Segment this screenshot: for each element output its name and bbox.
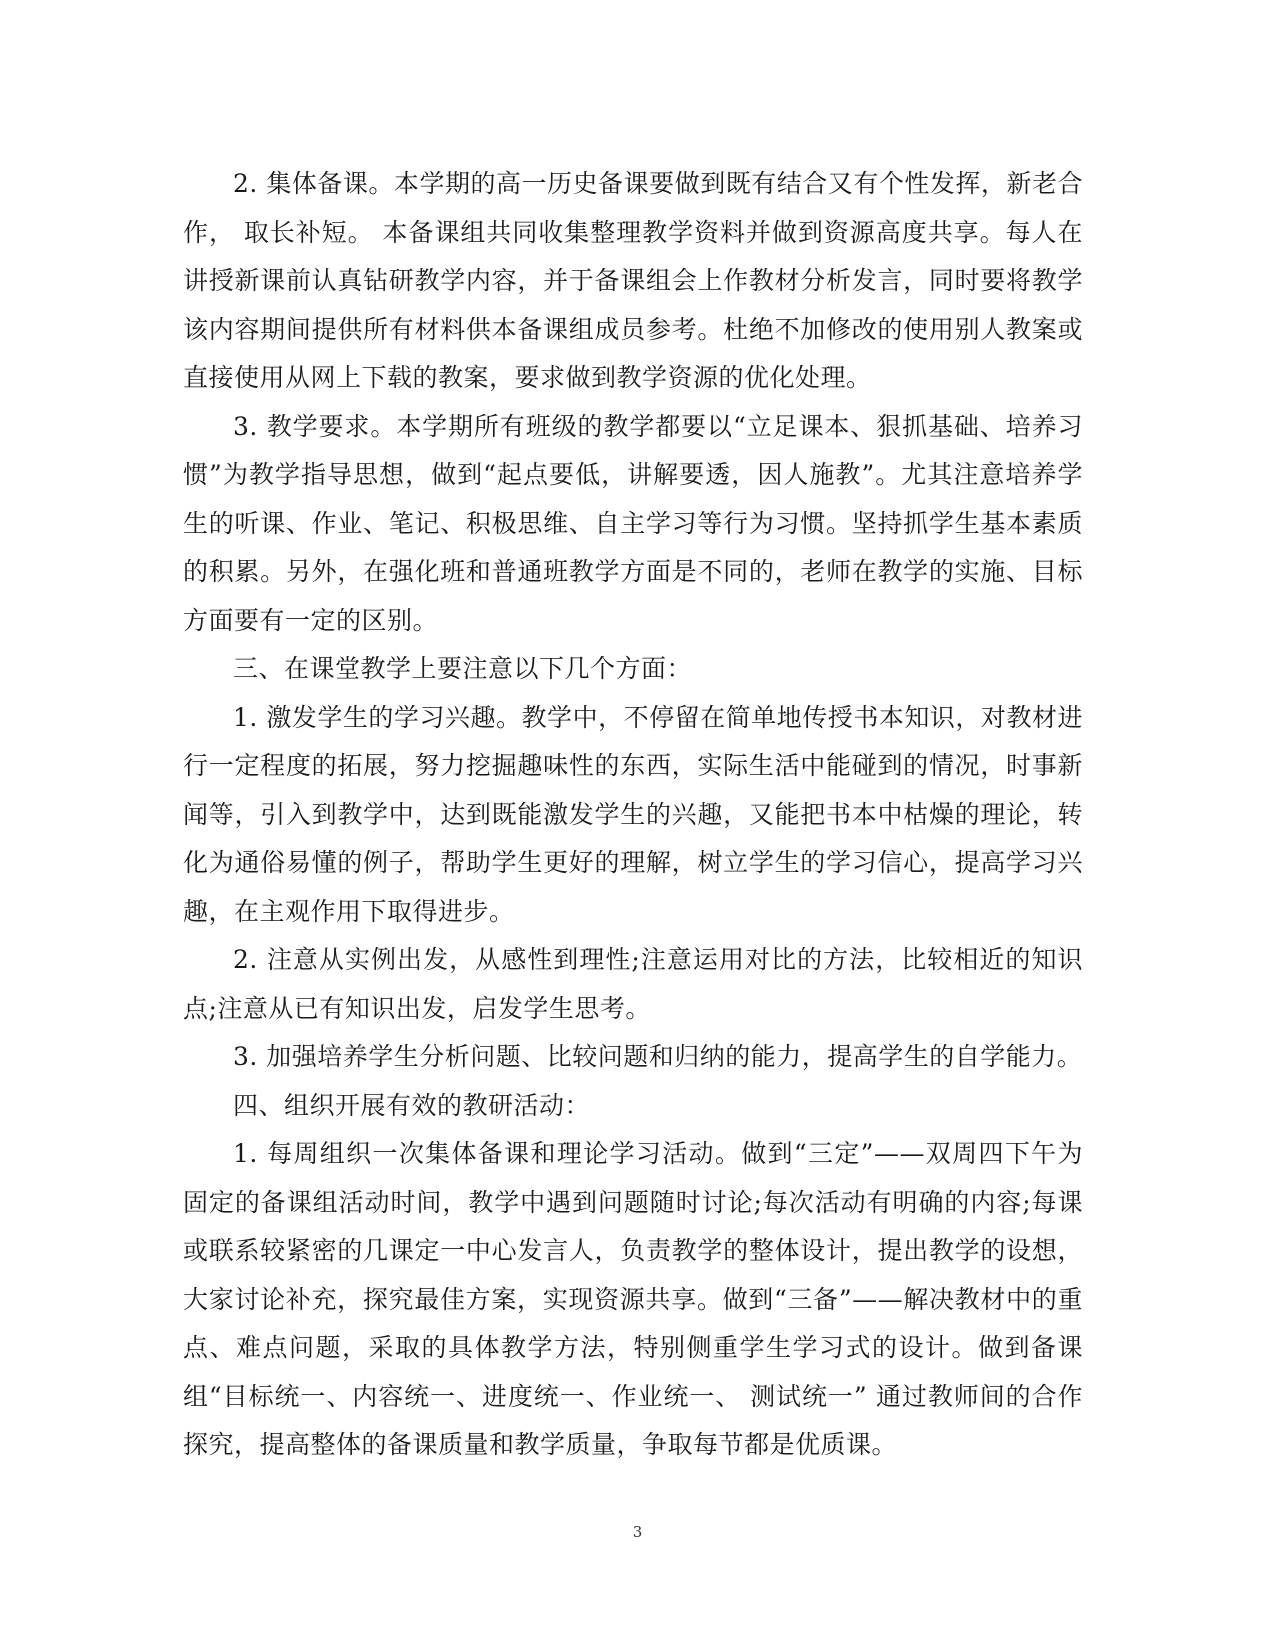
paragraph-examples-to-theory: 2. 注意从实例出发，从感性到理性;注意运用对比的方法，比较相近的知识点;注意从已有知识出发，启发学生思考。 bbox=[183, 945, 1083, 1023]
paragraph-collective-lesson-prep: 2. 集体备课。本学期的高一历史备课要做到既有结合又有个性发挥，新老合作， 取长补短。 本备课组共同收集整理教学资料并做到资源高度共享。每人在讲授新课前认真钻研教学内容，并于备课组会上作教材分析发言，同时要将教学该内容期间提供所有材料供本备课组成员参考。杜绝不加修改的使用别人教案或直接使用从网上下载的教案，要求做到教学资源的优化处理。 bbox=[183, 169, 1083, 392]
document-body bbox=[183, 160, 1083, 1470]
section-heading-classroom-teaching: 三、在课堂教学上要注意以下几个方面： bbox=[233, 654, 693, 683]
section-heading-teaching-research: 四、组织开展有效的教研活动： bbox=[233, 1090, 591, 1120]
paragraph-analysis-ability: 3. 加强培养学生分析问题、比较问题和归纳的能力，提高学生的自学能力。 bbox=[233, 1042, 1083, 1071]
paragraph-stimulate-interest: 1. 激发学生的学习兴趣。教学中，不停留在简单地传授书本知识，对教材进行一定程度的拓展，努力挖掘趣味性的东西，实际生活中能碰到的情况，时事新闻等，引入到教学中，达到既能激发学生的兴趣，又能把书本中枯燥的理论，转化为通俗易懂的例子，帮助学生更好的理解，树立学生的学习信心，提高学习兴趣，在主观作用下取得进步。 bbox=[183, 702, 1083, 926]
page-number: 3 bbox=[632, 1523, 643, 1541]
paragraph-weekly-activities: 1. 每周组织一次集体备课和理论学习活动。做到“三定”——双周四下午为固定的备课组活动时间，教学中遇到问题随时讨论;每次活动有明确的内容;每课或联系较紧密的几课定一中心发言人，负责教学的整体设计，提出教学的设想，大家讨论补充，探究最佳方案，实现资源共享。做到“三备”——解决教材中的重点、难点问题，采取的具体教学方法，特别侧重学生学习式的设计。做到备课组“目标统一、内容统一、进度统一、作业统一、 测试统一” 通过教师间的合作探究，提高整体的备课质量和教学质量，争取每节都是优质课。 bbox=[183, 1139, 1083, 1459]
paragraph-teaching-requirements: 3. 教学要求。本学期所有班级的教学都要以“立足课本、狠抓基础、培养习惯”为教学指导思想，做到“起点要低，讲解要透，因人施教”。尤其注意培养学生的听课、作业、笔记、积极思维、自主学习等行为习惯。坚持抓学生基本素质的积累。另外，在强化班和普通班教学方面是不同的，老师在教学的实施、目标方面要有一定的区别。 bbox=[183, 411, 1083, 635]
